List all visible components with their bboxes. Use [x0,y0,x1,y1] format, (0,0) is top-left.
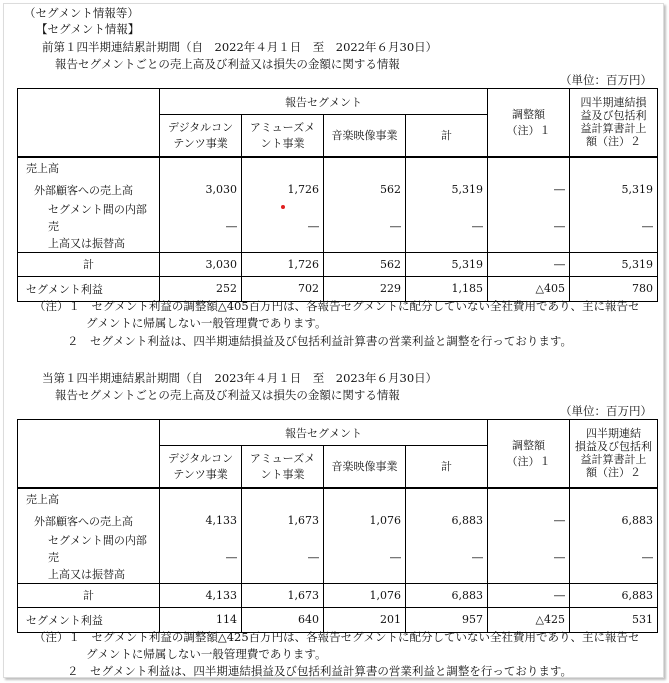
cell-value: ― [406,201,488,253]
header-total: 計 [406,115,488,157]
table-row [18,276,658,301]
segment-info-heading: 【セグメント情報】 [36,22,140,36]
cell-value: 1,673 [242,510,324,532]
cell-value: 1,076 [324,510,406,532]
cell-value: ― [160,532,242,584]
cell-value: 5,319 [406,252,488,276]
header-adjustment: 調整額 （注）１ [488,420,570,488]
row-label-external: 外部顧客への売上高 [18,179,160,201]
row-label-external: 外部顧客への売上高 [18,510,160,532]
period2-units: （単位：百万円） [560,404,652,418]
cell-value: 6,883 [570,510,658,532]
cell-value: ― [160,201,242,253]
row-label-subtotal: 計 [18,583,160,607]
cell-value: 1,673 [242,583,324,607]
header-amusement: アミューズメ ント事業 [242,446,324,488]
period1-note2: ２ セグメント利益は、四半期連結損益及び包括利益計算書の営業利益と調整を行っております。 [67,334,572,348]
cell-value: ― [242,201,324,253]
cell-value: 1,726 [242,252,324,276]
cell-value: 114 [160,607,242,632]
cell-value: 4,133 [160,583,242,607]
cell-value: ― [488,532,570,584]
cell-value: 3,030 [160,179,242,201]
header-music: 音楽映像事業 [324,446,406,488]
cell-value: △425 [488,607,570,632]
row-label-sales: 売上高 [18,157,160,179]
table-row [18,157,658,179]
cell-value: 6,883 [570,583,658,607]
cell-value: ― [488,252,570,276]
cell-value: ― [324,201,406,253]
header-music: 音楽映像事業 [324,115,406,157]
table-row [18,252,658,276]
header-amusement: アミューズメ ント事業 [242,115,324,157]
row-label-intersegment: セグメント間の内部売 上高又は振替高 [18,201,160,253]
cell-value: 702 [242,276,324,301]
header-digital: デジタルコン テンツ事業 [160,446,242,488]
cell-value: 3,030 [160,252,242,276]
table-row [18,510,658,532]
period1-note1-cont: グメントに帰属しない一般管理費であります。 [86,316,327,330]
cell-value: 1,726 [242,179,324,201]
cell-value: ― [488,201,570,253]
row-label-profit: セグメント利益 [18,607,160,632]
cell-value: 6,883 [406,510,488,532]
period2-note1-cont: グメントに帰属しない一般管理費であります。 [86,647,327,661]
red-dot-marker [281,205,285,209]
period2-subtitle: 報告セグメントごとの売上高及び利益又は損失の金額に関する情報 [55,388,400,402]
cell-value: 252 [160,276,242,301]
cell-value: 201 [324,607,406,632]
header-pl-amount: 四半期連結損 益及び包括利 益計算書計上 額（注）２ [570,89,658,157]
cell-value: ― [570,532,658,584]
header-report-segment: 報告セグメント [160,420,488,446]
cell-value: 4,133 [160,510,242,532]
row-label-profit: セグメント利益 [18,276,160,301]
cell-value: 5,319 [406,179,488,201]
period2-note2: ２ セグメント利益は、四半期連結損益及び包括利益計算書の営業利益と調整を行っております。 [67,664,572,678]
header-blank [18,89,160,157]
cell-value: 1,076 [324,583,406,607]
cell-value: 6,883 [406,583,488,607]
header-blank [18,420,160,488]
row-label-sales: 売上高 [18,488,160,510]
period2-segment-table [17,419,658,633]
cell-value: ― [406,532,488,584]
period1-title: 前第１四半期連結累計期間（自 2022年４月１日 至 2022年６月30日） [42,40,438,54]
row-label-intersegment: セグメント間の内部売 上高又は振替高 [18,532,160,584]
header-total: 計 [406,446,488,488]
table-row [18,607,658,632]
cell-value: 780 [570,276,658,301]
table-row [18,179,658,201]
cell-value: 1,185 [406,276,488,301]
section-heading: （セグメント情報等） [24,6,139,20]
table-header-row [18,420,658,446]
cell-value: ― [324,532,406,584]
period1-subtitle: 報告セグメントごとの売上高及び利益又は損失の金額に関する情報 [55,57,400,71]
cell-value: 957 [406,607,488,632]
table-row [18,201,658,253]
header-report-segment: 報告セグメント [160,89,488,115]
period1-units: （単位：百万円） [560,73,652,87]
cell-value: 562 [324,179,406,201]
period1-segment-table [17,88,658,302]
cell-value: 5,319 [570,252,658,276]
cell-value: ― [242,532,324,584]
cell-value: 5,319 [570,179,658,201]
cell-value: 640 [242,607,324,632]
header-adjustment: 調整額 （注）１ [488,89,570,157]
header-pl-amount: 四半期連結 損益及び包括利 益計算書計上 額（注）２ [570,420,658,488]
table-row [18,532,658,584]
period2-title: 当第１四半期連結累計期間（自 2023年４月１日 至 2023年６月30日） [42,371,438,385]
cell-value: 562 [324,252,406,276]
cell-value: ― [488,179,570,201]
table-row [18,488,658,510]
header-digital: デジタルコン テンツ事業 [160,115,242,157]
cell-value: ― [570,201,658,253]
cell-value: 531 [570,607,658,632]
period2-note1: （注）１ セグメント利益の調整額△425百万円は、各報告セグメントに配分していない全社費用であり、主に報告セ [34,630,640,644]
cell-value: △405 [488,276,570,301]
row-label-subtotal: 計 [18,252,160,276]
cell-value: ― [488,583,570,607]
period1-note1: （注）１ セグメント利益の調整額△405百万円は、各報告セグメントに配分していない全社費用であり、主に報告セ [34,299,640,313]
cell-value: ― [488,510,570,532]
cell-value: 229 [324,276,406,301]
table-header-row [18,89,658,115]
table-row [18,583,658,607]
